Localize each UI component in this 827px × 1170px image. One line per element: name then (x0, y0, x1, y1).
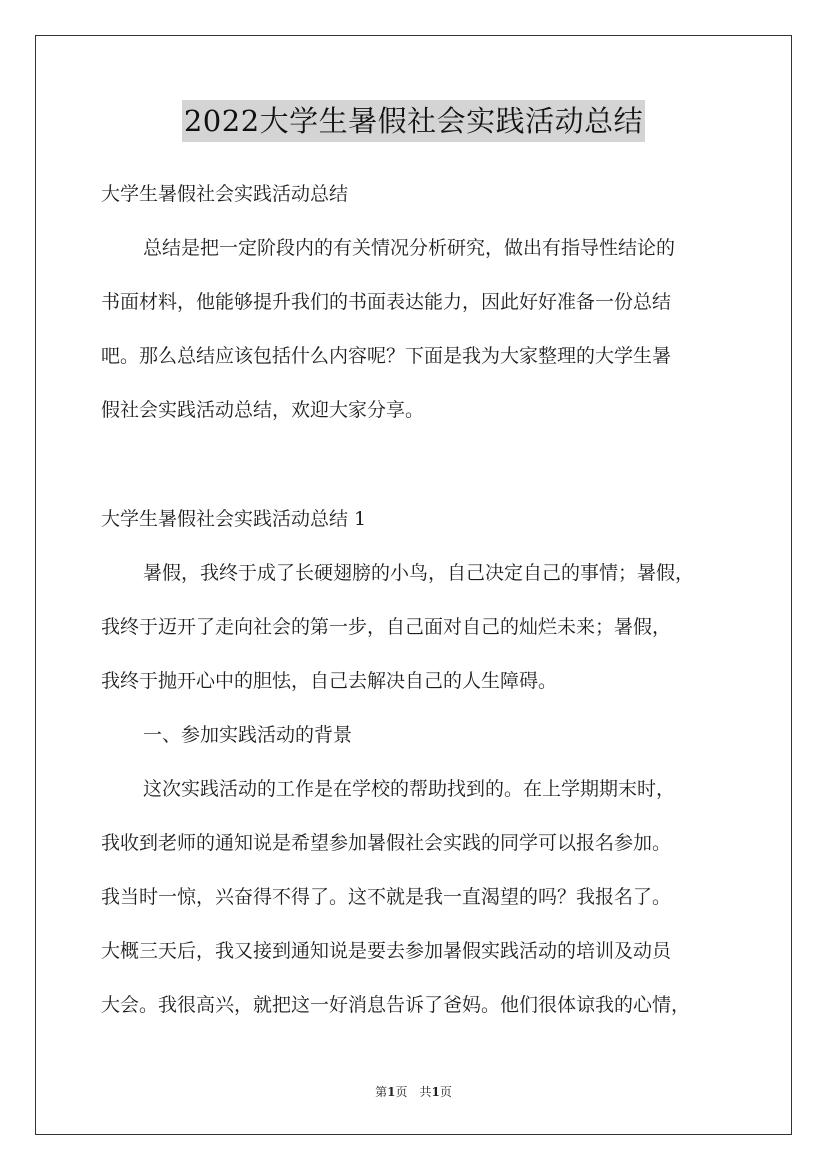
document-title: 2022大学生暑假社会实践活动总结 (182, 100, 645, 142)
paragraph-line: 大概三天后，我又接到通知说是要去参加暑假实践活动的培训及动员 (101, 940, 672, 962)
paragraph-line: 我当时一惊，兴奋得不得了。这不就是我一直渴望的吗？我报名了。 (101, 886, 672, 908)
document-title-block (0, 100, 827, 142)
section-heading: 大学生暑假社会实践活动总结 (101, 183, 349, 205)
footer-page-mid: 页 共 (395, 1085, 432, 1099)
page-footer (0, 1084, 827, 1100)
footer-page-total: 1 (431, 1085, 440, 1099)
paragraph-line: 我终于抛开心中的胆怯，自己去解决自己的人生障碍。 (101, 670, 558, 692)
paragraph-line: 我收到老师的通知说是希望参加暑假社会实践的同学可以报名参加。 (101, 832, 672, 854)
paragraph-line: 这次实践活动的工作是在学校的帮助找到的。在上学期期末时， (143, 778, 676, 800)
subsection-heading: 一、参加实践活动的背景 (143, 724, 353, 746)
paragraph-line: 暑假，我终于成了长硬翅膀的小鸟，自己决定自己的事情；暑假， (143, 562, 695, 584)
paragraph-line: 总结是把一定阶段内的有关情况分析研究，做出有指导性结论的 (143, 237, 676, 259)
paragraph-line: 我终于迈开了走向社会的第一步，自己面对自己的灿烂未来；暑假， (101, 616, 672, 638)
footer-page-prefix: 第 (375, 1085, 388, 1099)
section-heading: 大学生暑假社会实践活动总结 1 (101, 508, 367, 530)
paragraph-line: 大会。我很高兴，就把这一好消息告诉了爸妈。他们很体谅我的心情， (101, 994, 691, 1016)
paragraph-line: 书面材料，他能够提升我们的书面表达能力，因此好好准备一份总结 (101, 291, 672, 313)
footer-page-suffix: 页 (439, 1085, 452, 1099)
paragraph-line: 假社会实践活动总结，欢迎大家分享。 (101, 399, 425, 421)
paragraph-line: 吧。那么总结应该包括什么内容呢？下面是我为大家整理的大学生暑 (101, 345, 672, 367)
footer-page-number: 1 (387, 1085, 396, 1099)
